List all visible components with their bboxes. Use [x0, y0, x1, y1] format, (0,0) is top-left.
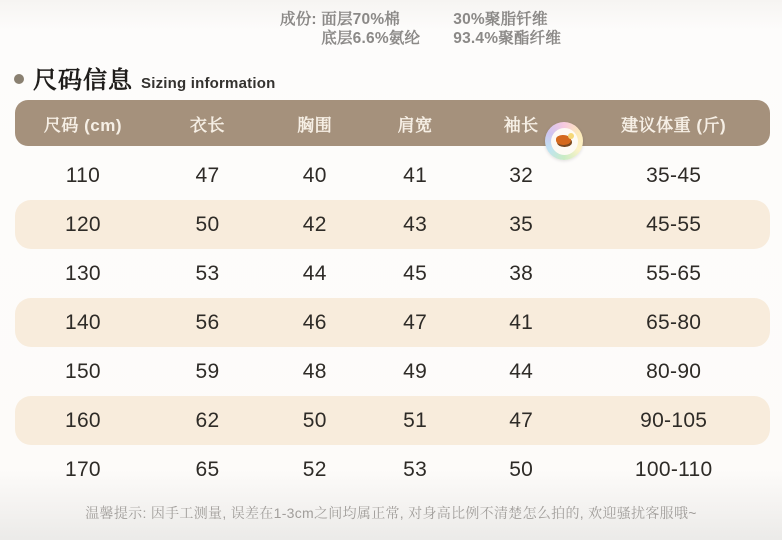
table-cell: 32 — [509, 163, 534, 187]
table-cell: 50 — [302, 408, 327, 432]
table-cell: 65 — [195, 457, 220, 481]
table-cell: 90-105 — [640, 408, 708, 432]
composition-line-2 — [321, 29, 561, 48]
table-cell: 47 — [195, 163, 220, 187]
table-cell: 59 — [195, 359, 220, 383]
table-cell: 44 — [509, 359, 534, 383]
composition-line1-left: 面层70%棉 — [321, 11, 401, 28]
table-cell: 42 — [302, 212, 327, 236]
sticker-dot-shape — [568, 133, 574, 139]
header-cell: 衣长 — [190, 115, 226, 135]
table-cell: 80-90 — [646, 359, 702, 383]
table-cell: 150 — [64, 359, 101, 383]
table-cell: 47 — [509, 408, 534, 432]
table-row — [15, 151, 770, 200]
table-cell: 35 — [509, 212, 534, 236]
table-cell: 43 — [403, 212, 428, 236]
table-cell: 48 — [302, 359, 327, 383]
composition-line2-right: 93.4%聚酯纤维 — [453, 30, 562, 47]
bullet-icon — [14, 74, 24, 84]
header-cell: 袖长 — [503, 115, 539, 135]
table-cell: 50 — [195, 212, 220, 236]
composition-line1-right: 30%聚脂钎维 — [453, 11, 548, 28]
section-title-en: Sizing information — [141, 75, 276, 92]
sticker-watermark-icon — [545, 122, 583, 160]
table-cell: 140 — [64, 310, 101, 334]
table-cell: 160 — [64, 408, 101, 432]
table-cell: 41 — [509, 310, 534, 334]
footer-note: 温馨提示: 因手工测量, 误差在1-3cm之间均属正常, 对身高比例不清楚怎么拍的, 欢迎骚扰客服哦~ — [85, 505, 697, 521]
table-cell: 50 — [509, 457, 534, 481]
composition-line2-left: 底层6.6%氨纶 — [321, 30, 421, 47]
table-cell: 65-80 — [646, 310, 702, 334]
table-cell: 47 — [403, 310, 428, 334]
composition-line-1 — [321, 10, 561, 29]
table-cell: 46 — [302, 310, 327, 334]
table-cell: 170 — [64, 457, 101, 481]
table-cell: 53 — [195, 261, 220, 285]
table-cell: 53 — [403, 457, 428, 481]
table-row — [15, 396, 770, 445]
header-cell: 建议体重 (斤) — [621, 115, 727, 135]
table-cell: 100-110 — [634, 457, 713, 481]
table-cell: 52 — [302, 457, 327, 481]
table-cell: 120 — [64, 212, 101, 236]
header-cell: 尺码 (cm) — [43, 115, 122, 135]
table-row — [15, 200, 770, 249]
composition-lines — [321, 10, 561, 48]
table-cell: 40 — [302, 163, 327, 187]
table-cell: 44 — [302, 261, 327, 285]
table-row — [15, 445, 770, 494]
table-cell: 35-45 — [646, 163, 702, 187]
table-cell: 41 — [403, 163, 428, 187]
composition-info — [280, 10, 561, 48]
table-cell: 49 — [403, 359, 428, 383]
table-cell: 51 — [403, 408, 428, 432]
sticker-face — [551, 128, 578, 155]
size-table-header-row — [15, 100, 770, 146]
table-row — [15, 347, 770, 396]
header-cell: 肩宽 — [397, 115, 433, 135]
table-cell: 110 — [65, 163, 101, 187]
section-title-zh: 尺码信息 — [33, 67, 133, 94]
section-title — [14, 60, 275, 95]
size-table — [15, 100, 770, 494]
table-cell: 55-65 — [646, 261, 702, 285]
table-row — [15, 298, 770, 347]
table-cell: 38 — [509, 261, 534, 285]
table-cell: 45-55 — [646, 212, 702, 236]
table-cell: 130 — [64, 261, 101, 285]
table-cell: 56 — [195, 310, 220, 334]
composition-label: 成份: — [280, 11, 322, 28]
table-row — [15, 249, 770, 298]
header-cell: 胸围 — [297, 115, 333, 135]
size-table-body — [15, 151, 770, 494]
table-cell: 62 — [195, 408, 220, 432]
table-cell: 45 — [403, 261, 428, 285]
